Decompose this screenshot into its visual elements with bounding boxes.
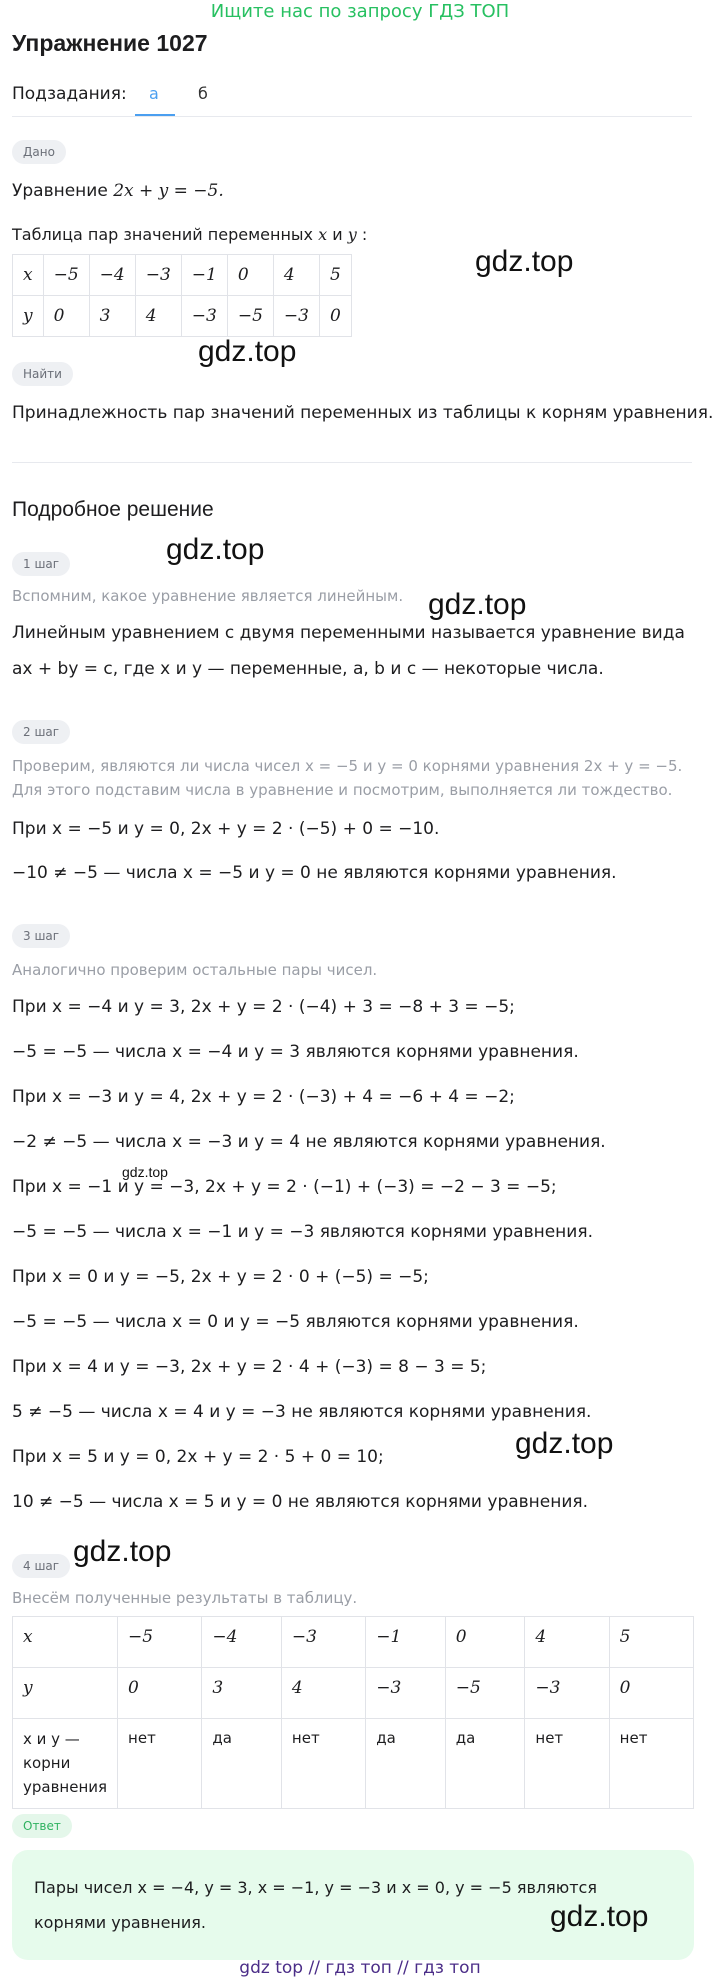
watermark: gdz.top xyxy=(73,1535,172,1568)
step3-line: При x = 5 и y = 0, 2x + y = 2 · 5 + 0 = 10; xyxy=(12,1447,384,1467)
table-row-y xyxy=(13,296,352,337)
step3-line: −5 = −5 — числа x = −1 и y = −3 являются корнями уравнения. xyxy=(12,1222,593,1242)
table-cell: y xyxy=(13,296,44,337)
table-row-y xyxy=(13,1668,694,1719)
table-cell: −3 xyxy=(525,1668,609,1719)
step3-line: 5 ≠ −5 — числа x = 4 и y = −3 не являются корнями уравнения. xyxy=(12,1402,592,1422)
table-row-roots xyxy=(13,1719,694,1809)
given-table xyxy=(12,254,352,337)
table-cell: −1 xyxy=(181,255,227,296)
watermark: gdz.top xyxy=(198,335,297,368)
table-row-x xyxy=(13,1617,694,1668)
table-cell: да xyxy=(445,1719,525,1809)
table-cell: 0 xyxy=(43,296,89,337)
table-cell: y xyxy=(13,1668,118,1719)
answer-line: корнями уравнения. xyxy=(34,1913,206,1932)
table-cell: нет xyxy=(525,1719,609,1809)
table-row-x xyxy=(13,255,352,296)
result-table xyxy=(12,1616,694,1809)
table-cell: 0 xyxy=(227,255,273,296)
step3-line: При x = 0 и y = −5, 2x + y = 2 · 0 + (−5) = −5; xyxy=(12,1267,429,1287)
step3-line: При x = −3 и y = 4, 2x + y = 2 · (−3) + 4 = −6 + 4 = −2; xyxy=(12,1087,515,1107)
page-title: Упражнение 1027 xyxy=(12,30,208,56)
table-cell: да xyxy=(202,1719,282,1809)
table-cell: 5 xyxy=(609,1617,693,1668)
table-cell: 0 xyxy=(118,1668,202,1719)
step4-pill: 4 шаг xyxy=(12,1554,70,1578)
watermark: gdz.top xyxy=(428,588,527,621)
table-cell: 0 xyxy=(319,296,351,337)
answer-line: Пары чисел x = −4, y = 3, x = −1, y = −3 и x = 0, y = −5 являются xyxy=(34,1878,597,1897)
table-cell: −3 xyxy=(181,296,227,337)
table-cell: да xyxy=(366,1719,446,1809)
find-text: Принадлежность пар значений переменных из таблицы к корням уравнения. xyxy=(12,403,714,423)
step3-line: −5 = −5 — числа x = 0 и y = −5 являются корнями уравнения. xyxy=(12,1312,579,1332)
step2-hint: Для этого подставим числа в уравнение и посмотрим, выполняется ли тождество. xyxy=(12,781,673,799)
step1-hint: Вспомним, какое уравнение является линейным. xyxy=(12,587,404,605)
table-cell: x xyxy=(13,255,44,296)
table-cell: −3 xyxy=(281,1617,365,1668)
top-banner[interactable]: Ищите нас по запросу ГДЗ ТОП xyxy=(210,1,510,22)
table-cell: −4 xyxy=(202,1617,282,1668)
step4-hint: Внесём полученные результаты в таблицу. xyxy=(12,1589,358,1607)
table-cell: 4 xyxy=(135,296,181,337)
table-cell: 3 xyxy=(202,1668,282,1719)
step3-line: −2 ≠ −5 — числа x = −3 и y = 4 не являются корнями уравнения. xyxy=(12,1132,606,1152)
table-cell: 0 xyxy=(609,1668,693,1719)
step3-line: При x = −4 и y = 3, 2x + y = 2 · (−4) + 3 = −8 + 3 = −5; xyxy=(12,997,515,1017)
table-cell: 4 xyxy=(525,1617,609,1668)
given-equation: Уравнение 2x + y = −5. xyxy=(12,181,224,201)
step1-pill: 1 шаг xyxy=(12,552,70,576)
step2-calc: При x = −5 и y = 0, 2x + y = 2 · (−5) + 0 = −10. xyxy=(12,819,440,839)
table-cell: нет xyxy=(118,1719,202,1809)
watermark: gdz.top xyxy=(122,1164,168,1180)
step1-line: ax + by = c, где x и y — переменные, a, b и c — некоторые числа. xyxy=(12,659,604,679)
find-pill: Найти xyxy=(12,362,73,386)
subtasks-label: Подзадания: xyxy=(12,84,127,104)
divider xyxy=(12,462,692,463)
table-cell: 5 xyxy=(319,255,351,296)
step2-pill: 2 шаг xyxy=(12,720,70,744)
table-cell: 4 xyxy=(273,255,319,296)
watermark: gdz.top xyxy=(550,1900,649,1933)
table-cell: нет xyxy=(609,1719,693,1809)
table-cell: 4 xyxy=(281,1668,365,1719)
step1-line: Линейным уравнением с двумя переменными называется уравнение вида xyxy=(12,623,685,643)
answer-pill: Ответ xyxy=(12,1814,72,1838)
tab-a[interactable]: а xyxy=(149,84,159,103)
table-cell: нет xyxy=(281,1719,365,1809)
table-cell: −1 xyxy=(366,1617,446,1668)
given-pill: Дано xyxy=(12,140,66,164)
table-cell: 3 xyxy=(89,296,135,337)
table-cell: −3 xyxy=(366,1668,446,1719)
step2-result: −10 ≠ −5 — числа x = −5 и y = 0 не являются корнями уравнения. xyxy=(12,863,617,883)
table-cell: −3 xyxy=(135,255,181,296)
footer-links[interactable]: gdz top // гдз топ // гдз топ xyxy=(239,1958,481,1978)
step3-pill: 3 шаг xyxy=(12,924,70,948)
step2-hint: Проверим, являются ли числа чисел x = −5 и y = 0 корнями уравнения 2x + y = −5. xyxy=(12,757,683,775)
table-cell: −5 xyxy=(118,1617,202,1668)
watermark: gdz.top xyxy=(475,245,574,278)
step3-hint: Аналогично проверим остальные пары чисел. xyxy=(12,961,378,979)
table-cell: 0 xyxy=(445,1617,525,1668)
step3-line: При x = −1 и y = −3, 2x + y = 2 · (−1) + (−3) = −2 − 3 = −5; xyxy=(12,1177,557,1197)
table-cell: −4 xyxy=(89,255,135,296)
table-cell: −3 xyxy=(273,296,319,337)
divider xyxy=(12,116,692,117)
watermark: gdz.top xyxy=(515,1427,614,1460)
table-caption: Таблица пар значений переменных x и y : xyxy=(12,225,368,244)
step3-line: 10 ≠ −5 — числа x = 5 и y = 0 не являются корнями уравнения. xyxy=(12,1492,589,1512)
table-cell: x и y — корни уравнения xyxy=(13,1719,118,1809)
step3-line: При x = 4 и y = −3, 2x + y = 2 · 4 + (−3) = 8 − 3 = 5; xyxy=(12,1357,487,1377)
tab-b[interactable]: б xyxy=(198,84,208,103)
solution-title: Подробное решение xyxy=(12,498,214,521)
table-cell: x xyxy=(13,1617,118,1668)
step3-line: −5 = −5 — числа x = −4 и y = 3 являются корнями уравнения. xyxy=(12,1042,579,1062)
table-cell: −5 xyxy=(445,1668,525,1719)
table-cell: −5 xyxy=(43,255,89,296)
watermark: gdz.top xyxy=(166,533,265,566)
table-cell: −5 xyxy=(227,296,273,337)
